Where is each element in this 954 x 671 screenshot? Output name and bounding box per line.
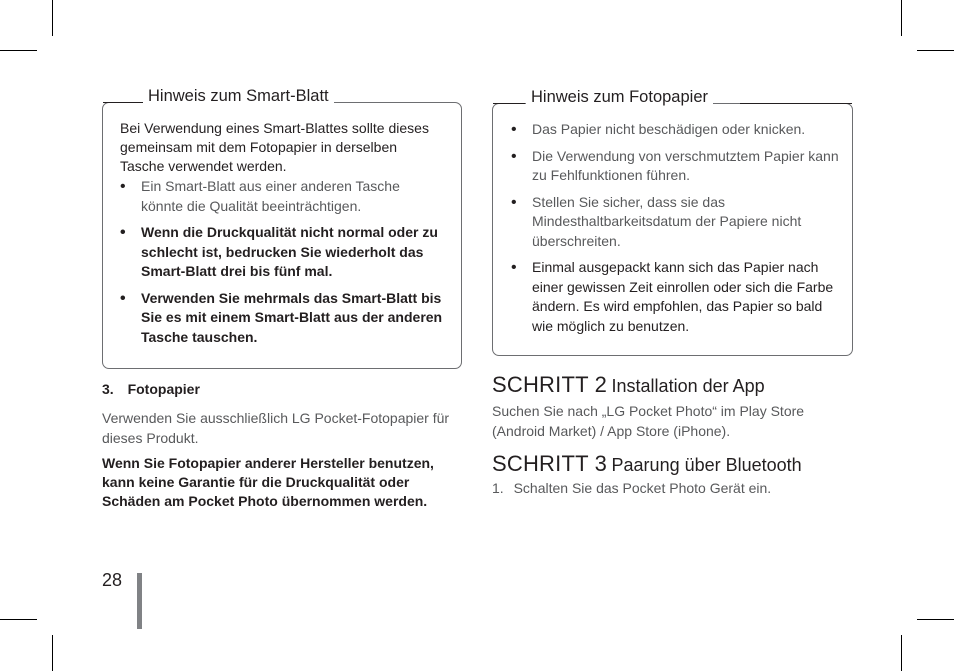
list-item: • Ein Smart-Blatt aus einer anderen Tasche könnte die Qualität beeinträchtigen.: [120, 177, 445, 216]
section-title: Fotopapier: [127, 381, 200, 397]
smart-sheet-intro: Bei Verwendung eines Smart-Blattes sollte dieses gemeinsam mit dem Fotopapier in derselben Tasche verwendet werden.: [120, 120, 429, 174]
section-3-text: Verwenden Sie ausschließlich LG Pocket-Fotopapier für dieses Produkt.: [102, 410, 450, 446]
title-rule: [493, 103, 525, 104]
crop-mark: [901, 635, 902, 671]
crop-mark: [917, 50, 954, 51]
step-3-heading: [492, 451, 802, 477]
list-item: • Die Verwendung von verschmutztem Papier kann zu Fehlfunktionen führen.: [511, 147, 839, 186]
section-3-warning: Wenn Sie Fotopapier anderer Hersteller benutzen, kann keine Garantie für die Druckqualität oder Schäden am Pocket Photo übernommen werden.: [102, 455, 434, 509]
crop-mark: [0, 619, 37, 620]
step-label: SCHRITT 3: [492, 451, 608, 476]
page-number: 28: [102, 570, 123, 590]
step-2-heading: [492, 372, 765, 398]
photo-paper-note-content: [511, 120, 839, 336]
list-item: • Einmal ausgepackt kann sich das Papier nach einer gewissen Zeit einrollen oder sich die Farbe ändern. Es wird empfohlen, das Papier so bald wie möglich zu benutzen.: [511, 258, 839, 336]
list-item: • Wenn die Druckqualität nicht normal oder zu schlecht ist, bedrucken Sie wiederholt das Smart-Blatt drei bis fünf mal.: [120, 223, 445, 282]
page-number-bar: [137, 573, 142, 629]
list-item: • Verwenden Sie mehrmals das Smart-Blatt bis Sie es mit einem Smart-Blatt aus der anderen Tasche tauschen.: [120, 289, 445, 348]
list-item: • Stellen Sie sicher, dass sie das Mindesthaltbarkeitsdatum der Papiere nicht überschreiten.: [511, 193, 839, 252]
list-item: • Das Papier nicht beschädigen oder knicken.: [511, 120, 839, 140]
section-3-heading: [102, 381, 200, 397]
step-label: SCHRITT 2: [492, 372, 608, 397]
step-title: Paarung über Bluetooth: [611, 455, 802, 475]
step-title: Installation der App: [611, 376, 765, 396]
step-3-item: [492, 479, 771, 498]
crop-mark: [52, 635, 53, 671]
crop-mark: [917, 619, 954, 620]
crop-mark: [901, 0, 902, 36]
photo-paper-note-title: Hinweis zum Fotopapier: [526, 87, 713, 107]
crop-mark: [52, 0, 53, 36]
section-number: 3.: [102, 381, 114, 397]
step-2-text: Suchen Sie nach „LG Pocket Photo“ im Play Store (Android Market) / App Store (iPhone).: [492, 403, 805, 439]
item-number: 1.: [492, 480, 504, 496]
title-rule: [740, 103, 852, 104]
title-rule: [103, 102, 145, 103]
smart-sheet-note-content: [120, 119, 445, 347]
crop-mark: [0, 50, 37, 51]
item-text: Schalten Sie das Pocket Photo Gerät ein.: [513, 480, 772, 496]
smart-sheet-note-title: Hinweis zum Smart-Blatt: [143, 86, 334, 106]
